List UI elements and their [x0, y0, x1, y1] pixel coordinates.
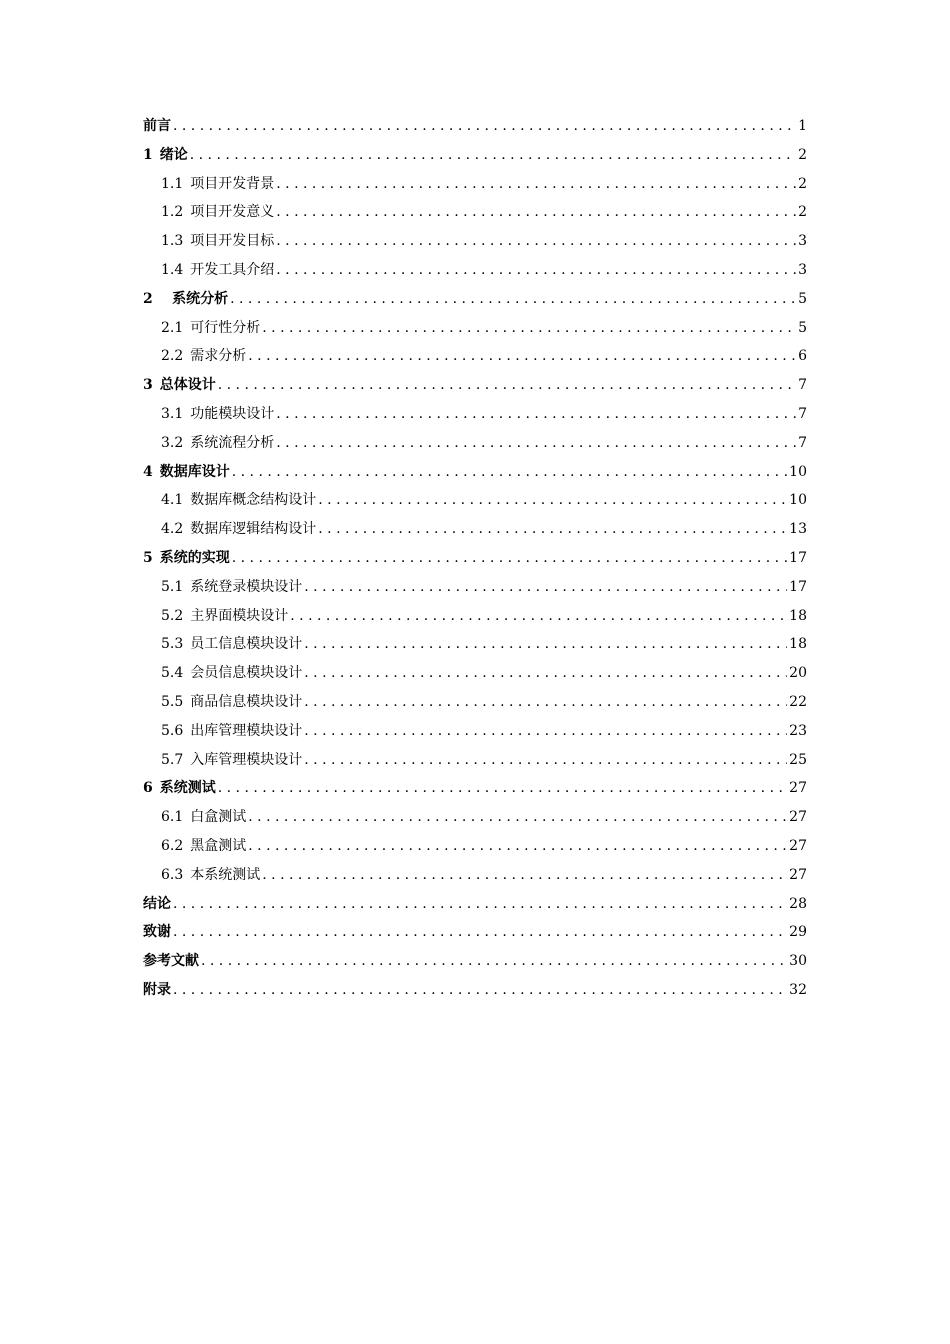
toc-entry[interactable] [143, 256, 807, 285]
toc-entry-number: 4.2 [161, 521, 184, 538]
toc-entry-title: 前言 [143, 118, 171, 134]
toc-entry[interactable] [143, 170, 807, 199]
dot-leader [218, 371, 796, 400]
toc-entry-title: 入库管理模块设计 [190, 751, 303, 768]
toc-entry-number: 2.1 [161, 319, 184, 336]
toc-entry-page-number: 18 [789, 607, 807, 624]
toc-entry[interactable] [143, 285, 807, 314]
toc-entry-page-number: 25 [789, 751, 807, 768]
dot-leader [190, 141, 796, 170]
toc-entry-number: 2 [143, 290, 153, 307]
toc-entry-title: 项目开发背景 [190, 175, 275, 192]
toc-entry[interactable] [143, 429, 807, 458]
dot-leader [248, 803, 787, 832]
toc-entry-title: 黑盒测试 [190, 837, 247, 854]
toc-entry-title: 数据库设计 [159, 463, 230, 480]
table-of-contents [143, 112, 807, 1005]
toc-entry[interactable] [143, 400, 807, 429]
dot-leader [276, 170, 796, 199]
toc-entry-title: 员工信息模块设计 [190, 636, 303, 653]
toc-entry[interactable] [143, 746, 807, 775]
toc-entry[interactable] [143, 371, 807, 400]
dot-leader [276, 429, 796, 458]
toc-entry-title: 附录 [143, 981, 171, 998]
toc-entry-page-number: 18 [789, 636, 807, 653]
dot-leader [318, 515, 787, 544]
toc-entry[interactable] [143, 227, 807, 256]
toc-entry-page-number: 10 [789, 492, 807, 509]
dot-leader [173, 890, 787, 919]
toc-entry-page-number: 2 [798, 146, 807, 163]
dot-leader [262, 314, 796, 343]
toc-entry-title: 出库管理模块设计 [190, 722, 303, 739]
toc-entry-page-number: 32 [789, 981, 807, 998]
toc-entry[interactable] [143, 141, 807, 170]
toc-entry-number: 1.3 [161, 233, 184, 250]
toc-entry-title: 系统的实现 [159, 549, 230, 566]
toc-entry[interactable] [143, 947, 807, 976]
toc-entry-title: 主界面模块设计 [190, 607, 289, 624]
toc-entry-page-number: 13 [789, 521, 807, 538]
dot-leader [304, 659, 787, 688]
toc-entry[interactable] [143, 544, 807, 573]
toc-entry-title: 系统分析 [172, 290, 229, 307]
dot-leader [290, 602, 787, 631]
dot-leader [304, 688, 787, 717]
dot-leader [304, 630, 787, 659]
toc-entry-number: 5.1 [161, 578, 184, 595]
toc-entry[interactable] [143, 659, 807, 688]
toc-entry[interactable] [143, 890, 807, 919]
toc-entry-number: 6.2 [161, 837, 184, 854]
dot-leader [201, 947, 787, 976]
toc-entry-number: 4.1 [161, 492, 184, 509]
dot-leader [230, 285, 796, 314]
toc-entry-page-number: 17 [789, 578, 807, 595]
toc-entry-page-number: 7 [798, 405, 807, 422]
toc-entry-title: 数据库逻辑结构设计 [190, 521, 317, 538]
dot-leader [248, 342, 796, 371]
toc-entry-page-number: 17 [789, 549, 807, 566]
toc-entry[interactable] [143, 112, 807, 141]
toc-entry-page-number: 2 [798, 204, 807, 221]
toc-entry-number: 6.3 [161, 866, 184, 883]
dot-leader [276, 227, 796, 256]
toc-entry-page-number: 5 [798, 290, 807, 307]
toc-entry-number: 5 [143, 549, 153, 566]
dot-leader [276, 400, 796, 429]
dot-leader [173, 976, 787, 1005]
toc-entry-page-number: 29 [789, 924, 807, 941]
toc-entry-number: 3.1 [161, 405, 184, 422]
toc-entry-page-number: 7 [798, 434, 807, 451]
dot-leader [248, 832, 787, 861]
toc-entry-title: 项目开发意义 [190, 204, 275, 221]
toc-entry-number: 3 [143, 377, 153, 394]
toc-entry-title: 系统测试 [159, 780, 216, 797]
toc-entry-title: 需求分析 [190, 348, 247, 365]
toc-entry-number: 4 [143, 463, 153, 480]
toc-entry[interactable] [143, 832, 807, 861]
toc-entry-page-number: 28 [789, 895, 807, 912]
dot-leader [173, 112, 796, 141]
toc-entry-page-number: 5 [798, 319, 807, 336]
dot-leader [304, 746, 787, 775]
toc-entry-page-number: 22 [789, 693, 807, 710]
toc-entry[interactable] [143, 861, 807, 890]
toc-entry-title: 白盒测试 [190, 809, 247, 826]
toc-entry-page-number: 27 [789, 837, 807, 854]
dot-leader [276, 198, 796, 227]
toc-entry[interactable] [143, 342, 807, 371]
toc-entry-number: 2.2 [161, 348, 184, 365]
toc-entry-title: 数据库概念结构设计 [190, 492, 317, 509]
toc-entry-title: 系统流程分析 [190, 434, 275, 451]
toc-entry-number: 6 [143, 780, 153, 797]
toc-entry-title: 绪论 [159, 146, 188, 163]
toc-entry[interactable] [143, 602, 807, 631]
toc-entry[interactable] [143, 515, 807, 544]
toc-entry[interactable] [143, 918, 807, 947]
toc-entry[interactable] [143, 688, 807, 717]
toc-entry-title: 开发工具介绍 [190, 261, 275, 278]
toc-entry-number: 6.1 [161, 809, 184, 826]
toc-entry-page-number: 7 [798, 377, 807, 394]
toc-entry-number: 5.3 [161, 636, 184, 653]
dot-leader [318, 486, 787, 515]
toc-entry-number: 1.2 [161, 204, 184, 221]
toc-entry-title: 功能模块设计 [190, 405, 275, 422]
toc-entry[interactable] [143, 630, 807, 659]
toc-entry[interactable] [143, 774, 807, 803]
toc-entry[interactable] [143, 803, 807, 832]
toc-entry[interactable] [143, 486, 807, 515]
dot-leader [276, 256, 796, 285]
toc-entry-title: 结论 [143, 895, 171, 912]
toc-entry-number: 5.7 [161, 751, 184, 768]
dot-leader [218, 774, 787, 803]
dot-leader [304, 717, 787, 746]
toc-entry-title: 本系统测试 [190, 866, 261, 883]
toc-entry[interactable] [143, 198, 807, 227]
toc-entry-page-number: 3 [798, 233, 807, 250]
dot-leader [173, 918, 787, 947]
toc-entry-title: 商品信息模块设计 [190, 693, 303, 710]
toc-entry-page-number: 30 [789, 953, 807, 970]
toc-entry-page-number: 2 [798, 175, 807, 192]
toc-entry[interactable] [143, 458, 807, 487]
toc-entry-title: 参考文献 [143, 953, 199, 970]
dot-leader [304, 573, 787, 602]
toc-entry-number: 5.2 [161, 607, 184, 624]
toc-entry-page-number: 1 [798, 118, 807, 134]
toc-entry-title: 系统登录模块设计 [190, 578, 303, 595]
dot-leader [232, 544, 787, 573]
toc-entry-title: 会员信息模块设计 [190, 665, 303, 682]
toc-entry-number: 1 [143, 146, 153, 163]
toc-entry-page-number: 23 [789, 722, 807, 739]
toc-entry-number: 5.6 [161, 722, 184, 739]
toc-entry-page-number: 6 [798, 348, 807, 365]
toc-entry-title: 可行性分析 [190, 319, 261, 336]
toc-entry-number: 1.1 [161, 175, 184, 192]
toc-entry-page-number: 3 [798, 261, 807, 278]
dot-leader [262, 861, 787, 890]
toc-entry-title: 总体设计 [159, 377, 216, 394]
dot-leader [232, 458, 787, 487]
toc-entry-title: 致谢 [143, 924, 171, 941]
toc-entry-page-number: 27 [789, 780, 807, 797]
toc-entry-page-number: 20 [789, 665, 807, 682]
toc-entry[interactable] [143, 717, 807, 746]
toc-entry-page-number: 27 [789, 866, 807, 883]
toc-entry-page-number: 27 [789, 809, 807, 826]
toc-entry-number: 3.2 [161, 434, 184, 451]
toc-entry-number: 1.4 [161, 261, 184, 278]
toc-entry-number: 5.4 [161, 665, 184, 682]
toc-entry-number: 5.5 [161, 693, 184, 710]
toc-entry-page-number: 10 [789, 463, 807, 480]
toc-entry[interactable] [143, 573, 807, 602]
toc-entry-title: 项目开发目标 [190, 233, 275, 250]
toc-entry[interactable] [143, 314, 807, 343]
toc-entry[interactable] [143, 976, 807, 1005]
